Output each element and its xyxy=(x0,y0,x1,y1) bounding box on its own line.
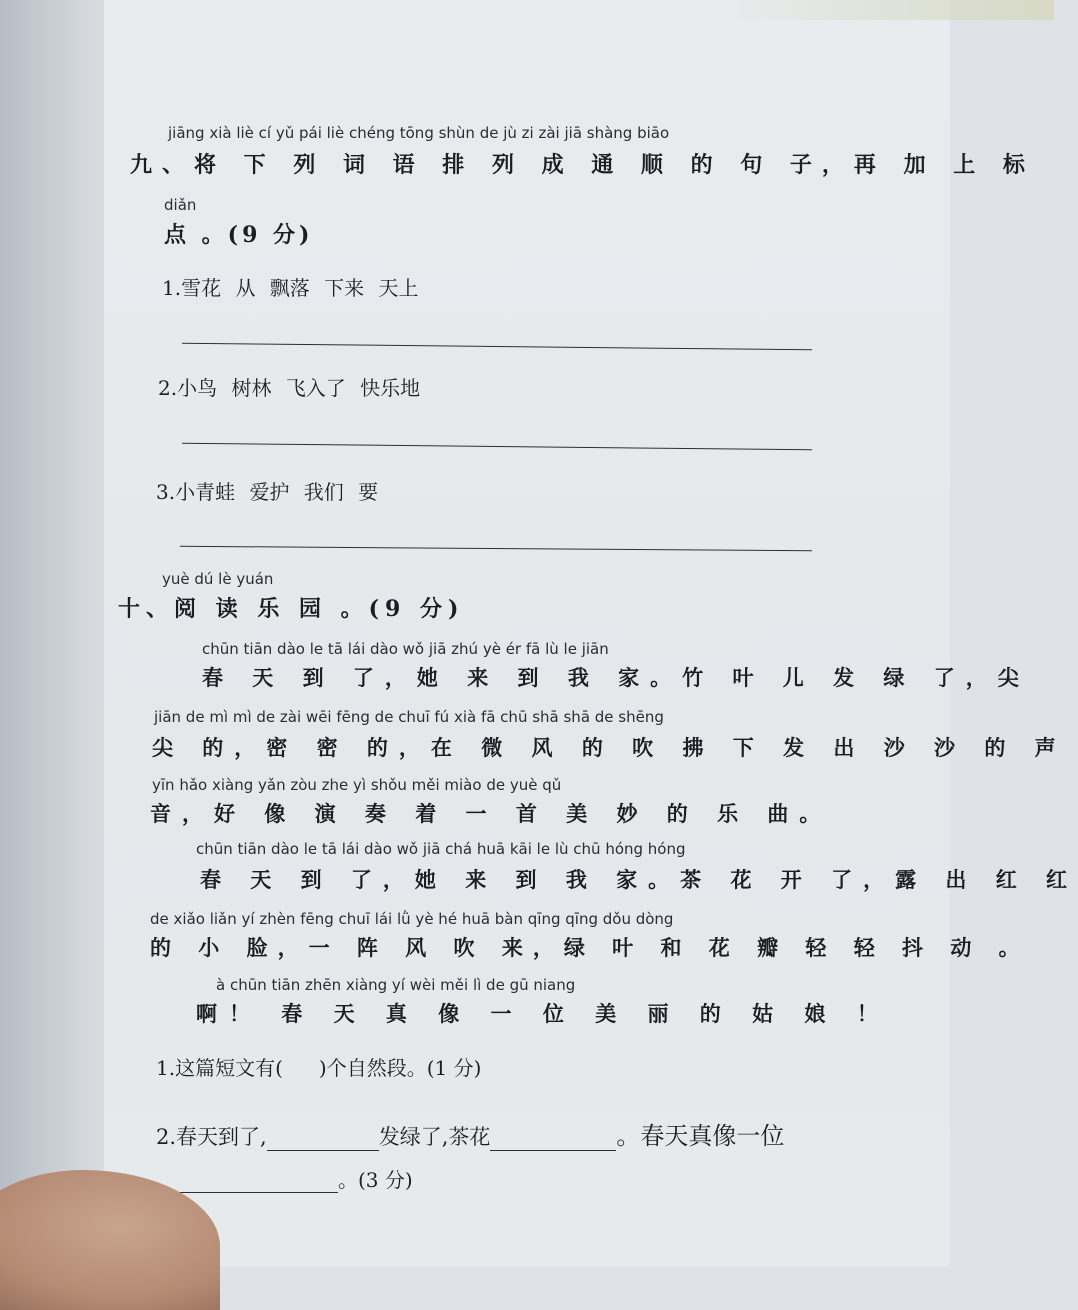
q10-title: 十、阅 读 乐 园 。(9 分) xyxy=(118,596,465,622)
q10-subq-2-blank-2[interactable] xyxy=(490,1130,616,1151)
q10-subq-1-prefix: 1.这篇短文有( xyxy=(156,1056,283,1080)
q10-subq-2-blank-3[interactable] xyxy=(168,1172,338,1193)
passage-line-4: 春 天 到 了，她 来 到 我 家。茶 花 开 了，露 出 红 红 xyxy=(200,867,1078,892)
q9-title: 九、将 下 列 词 语 排 列 成 通 顺 的 句 子，再 加 上 标 xyxy=(130,152,1035,178)
passage-line-6-pinyin: à chūn tiān zhēn xiàng yí wèi měi lì de gū niang xyxy=(216,976,576,994)
q9-item-2: 2.小鸟 树林 飞入了 快乐地 xyxy=(158,376,421,400)
passage-line-5: 的 小 脸，一 阵 风 吹 来，绿 叶 和 花 瓣 轻 轻 抖 动 。 xyxy=(150,935,1030,960)
q9-title-pinyin-2: diǎn xyxy=(164,196,197,214)
q10-subq-2-blank-1[interactable] xyxy=(267,1130,379,1151)
q9-title-cont: 点 。(9 分) xyxy=(164,222,314,248)
q9-title-pinyin: jiāng xià liè cí yǔ pái liè chéng tōng shùn de jù zi zài jiā shàng biāo xyxy=(168,124,670,142)
worksheet-page xyxy=(104,0,1078,1267)
q10-subq-2-end: 。春天真像一位 xyxy=(616,1122,785,1150)
passage-line-3-pinyin: yīn hǎo xiàng yǎn zòu zhe yì shǒu měi miào de yuè qǔ xyxy=(152,776,562,794)
q10-subq-2 xyxy=(156,1116,784,1151)
q10-subq-2-mid: 发绿了,茶花 xyxy=(378,1125,491,1149)
passage-line-2: 尖 的，密 密 的，在 微 风 的 吹 拂 下 发 出 沙 沙 的 声 xyxy=(152,735,1067,760)
passage-line-5-pinyin: de xiǎo liǎn yí zhèn fēng chuī lái lǜ yè hé huā bàn qīng qīng dǒu dòng xyxy=(150,910,674,928)
q10-subq-2-prefix: 2.春天到了, xyxy=(156,1125,267,1149)
q10-subq-2-score: 。(3 分) xyxy=(338,1168,413,1192)
q10-subq-1 xyxy=(156,1052,481,1081)
q9-item-1: 1.雪花 从 飘落 下来 天上 xyxy=(162,276,419,300)
q9-item-3: 3.小青蛙 爱护 我们 要 xyxy=(156,480,379,504)
q9-answer-line-2[interactable] xyxy=(182,443,812,451)
q9-answer-line-1[interactable] xyxy=(182,343,812,351)
page-top-shadow xyxy=(704,0,1054,20)
passage-line-3: 音，好 像 演 奏 着 一 首 美 妙 的 乐 曲。 xyxy=(150,801,832,826)
q10-subq-2-cont xyxy=(168,1164,413,1193)
q10-title-pinyin: yuè dú lè yuán xyxy=(162,570,274,588)
passage-line-6: 啊！ 春 天 真 像 一 位 美 丽 的 姑 娘 ！ xyxy=(196,1001,890,1026)
passage-line-1: 春 天 到 了，她 来 到 我 家。竹 叶 儿 发 绿 了，尖 xyxy=(202,665,1030,690)
q9-answer-line-3[interactable] xyxy=(180,546,812,551)
book-spine-shadow xyxy=(0,0,104,1267)
passage-line-1-pinyin: chūn tiān dào le tā lái dào wǒ jiā zhú yè ér fā lù le jiān xyxy=(202,640,609,658)
passage-line-2-pinyin: jiān de mì mì de zài wēi fēng de chuī fú xià fā chū shā shā de shēng xyxy=(154,708,664,726)
q10-subq-1-suffix: )个自然段。(1 分) xyxy=(318,1056,482,1080)
passage-line-4-pinyin: chūn tiān dào le tā lái dào wǒ jiā chá huā kāi le lù chū hóng hóng xyxy=(196,840,686,858)
